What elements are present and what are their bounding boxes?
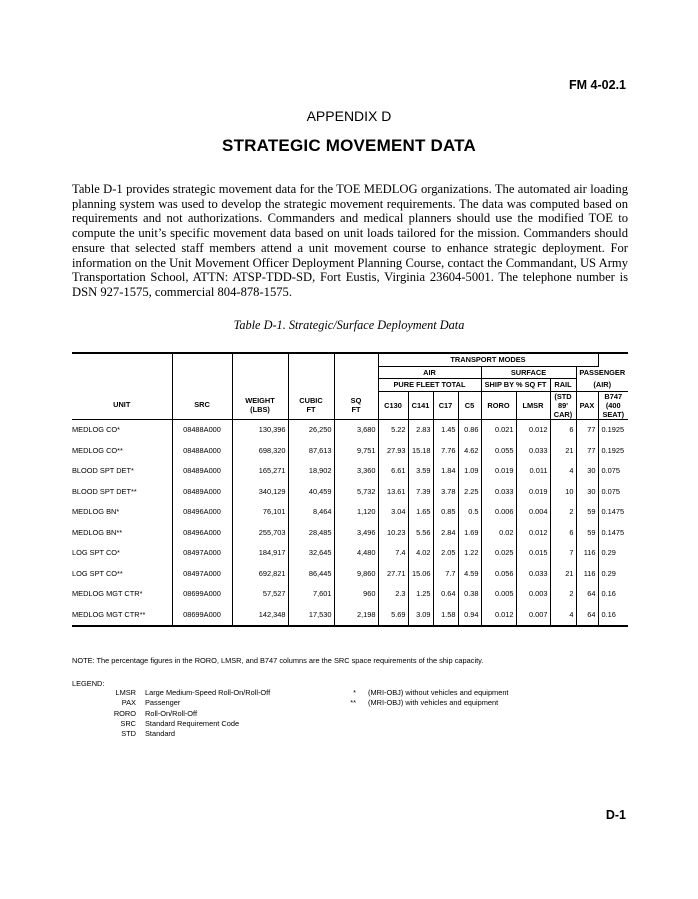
cell-c141: 2.83 (408, 419, 433, 440)
col-sq: SQ FT (334, 391, 378, 419)
cell-c17: 0.64 (433, 584, 458, 605)
cell-c17: 2.84 (433, 522, 458, 543)
cell-c5: 4.59 (458, 563, 481, 584)
cell-rail: 6 (550, 419, 576, 440)
legend-def: Standard (145, 729, 175, 739)
header-row-4 (72, 391, 628, 419)
legend-symbol: * (353, 688, 356, 697)
cell-sq: 2,198 (334, 604, 378, 626)
legend-symbols (340, 688, 356, 709)
table-row (72, 522, 628, 543)
cell-lmsr: 0.033 (516, 563, 550, 584)
cell-unit: BLOOD SPT DET** (72, 486, 137, 496)
cell-weight: 76,101 (232, 502, 288, 523)
cell-c17: 2.05 (433, 543, 458, 564)
cell-c141: 3.59 (408, 461, 433, 482)
cell-sq: 960 (334, 584, 378, 605)
legend-abbr: STD (121, 729, 136, 739)
cell-c141: 3.09 (408, 604, 433, 626)
cell-c130: 6.61 (378, 461, 408, 482)
cell-unit: MEDLOG CO** (72, 445, 123, 455)
cell-lmsr: 0.033 (516, 440, 550, 461)
legend-abbr: PAX (121, 698, 136, 708)
table-row (72, 563, 628, 584)
cell-sq: 1,120 (334, 502, 378, 523)
cell-pax: 30 (576, 461, 598, 482)
cell-b747: 0.29 (598, 563, 628, 584)
cell-weight: 698,320 (232, 440, 288, 461)
cell-lmsr: 0.012 (516, 522, 550, 543)
cell-b747: 0.16 (598, 584, 628, 605)
cell-c130: 27.71 (378, 563, 408, 584)
cell-unit: MEDLOG CO* (72, 425, 121, 435)
cell-unit: BLOOD SPT DET* (72, 466, 134, 476)
col-b747: B747 (400 SEAT) (598, 391, 628, 419)
strategic-movement-table (72, 352, 628, 627)
col-rail: (STD 89' CAR) (550, 391, 576, 419)
cell-c141: 1.65 (408, 502, 433, 523)
cell-lmsr: 0.011 (516, 461, 550, 482)
table-row (72, 419, 628, 440)
cell-c130: 5.69 (378, 604, 408, 626)
cell-b747: 0.1475 (598, 502, 628, 523)
cell-cubic: 26,250 (288, 419, 334, 440)
col-c17: C17 (433, 391, 458, 419)
cell-b747: 0.29 (598, 543, 628, 564)
page-title: STRATEGIC MOVEMENT DATA (222, 136, 476, 155)
cell-c130: 2.3 (378, 584, 408, 605)
cell-pax: 77 (576, 440, 598, 461)
cell-roro: 0.012 (481, 604, 516, 626)
cell-sq: 9,860 (334, 563, 378, 584)
legend-def: Large Medium-Speed Roll-On/Roll-Off (145, 688, 271, 697)
cell-rail: 21 (550, 440, 576, 461)
cell-pax: 116 (576, 563, 598, 584)
cell-cubic: 18,902 (288, 461, 334, 482)
cell-rail: 4 (550, 461, 576, 482)
cell-pax: 59 (576, 502, 598, 523)
cell-weight: 340,129 (232, 481, 288, 502)
cell-b747: 0.16 (598, 604, 628, 626)
cell-weight: 57,527 (232, 584, 288, 605)
cell-src: 08496A000 (172, 522, 232, 543)
cell-roro: 0.033 (481, 481, 516, 502)
col-c5: C5 (458, 391, 481, 419)
cell-lmsr: 0.007 (516, 604, 550, 626)
cell-cubic: 8,464 (288, 502, 334, 523)
cell-unit: LOG SPT CO** (72, 568, 123, 578)
table-body (72, 419, 628, 626)
header-row-3 (72, 379, 628, 392)
intro-paragraph: Table D-1 provides strategic movement data for the TOE MEDLOG organizations. The automated air loading planning system was used to develop the strategic movement requirements. The data was computed based on requirements and not authorizations. Commanders and medical planners should use the modified TOE to compute the unit’s specific movement data based on unit loads tailored for the mission. Commanders should ensure that selected staff members attend a unit movement course to enhance strategic deployment. For information on the Unit Movement Officer Deployment Planning Course, contact the Commandant, US Army Transportation School, ATTN: ATSP-TDD-SD, Fort Eustis, Virginia 23604-5001. The telephone number is DSN 927-1575, commercial 804-878-1575. (72, 182, 628, 299)
cell-c5: 0.38 (458, 584, 481, 605)
cell-lmsr: 0.012 (516, 419, 550, 440)
cell-c5: 0.94 (458, 604, 481, 626)
cell-pax: 59 (576, 522, 598, 543)
table-row (72, 584, 628, 605)
col-c141: C141 (408, 391, 433, 419)
legend-def: Passenger (145, 698, 181, 708)
cell-src: 08497A000 (172, 543, 232, 564)
legend-abbreviations (104, 688, 136, 739)
transport-modes-header: TRANSPORT MODES (378, 353, 598, 366)
cell-c5: 1.22 (458, 543, 481, 564)
legend-title: LEGEND: (72, 679, 105, 688)
cell-unit: MEDLOG BN** (72, 527, 123, 537)
cell-sq: 4,480 (334, 543, 378, 564)
cell-cubic: 28,485 (288, 522, 334, 543)
cell-roro: 0.02 (481, 522, 516, 543)
cell-src: 08496A000 (172, 502, 232, 523)
cell-roro: 0.021 (481, 419, 516, 440)
cell-weight: 165,271 (232, 461, 288, 482)
cell-roro: 0.025 (481, 543, 516, 564)
cell-c130: 27.93 (378, 440, 408, 461)
cell-rail: 2 (550, 584, 576, 605)
cell-c141: 5.56 (408, 522, 433, 543)
table-row (72, 543, 628, 564)
cell-rail: 7 (550, 543, 576, 564)
cell-src: 08699A000 (172, 604, 232, 626)
cell-b747: 0.1925 (598, 440, 628, 461)
legend-abbr: RORO (113, 708, 136, 718)
cell-lmsr: 0.004 (516, 502, 550, 523)
cell-cubic: 40,459 (288, 481, 334, 502)
cell-src: 08497A000 (172, 563, 232, 584)
page-number: D-1 (605, 808, 626, 822)
cell-weight: 142,348 (232, 604, 288, 626)
cell-pax: 116 (576, 543, 598, 564)
cell-rail: 6 (550, 522, 576, 543)
cell-c141: 1.25 (408, 584, 433, 605)
table-row (72, 604, 628, 626)
cell-weight: 130,396 (232, 419, 288, 440)
legend-symbol-def: (MRI-OBJ) without vehicles and equipment (368, 688, 509, 697)
cell-unit: LOG SPT CO* (72, 548, 120, 558)
header-row-1 (72, 353, 628, 366)
legend-definitions (145, 688, 270, 739)
cell-c17: 7.76 (433, 440, 458, 461)
col-unit: UNIT (72, 391, 172, 419)
cell-pax: 30 (576, 481, 598, 502)
cell-sq: 5,732 (334, 481, 378, 502)
cell-unit: MEDLOG MGT CTR* (72, 589, 143, 599)
table-row (72, 461, 628, 482)
air-header: AIR (378, 366, 481, 379)
cell-c17: 1.45 (433, 419, 458, 440)
cell-b747: 0.075 (598, 461, 628, 482)
appendix-label: APPENDIX D (306, 108, 392, 124)
legend-symbol: ** (350, 698, 356, 708)
cell-c5: 0.86 (458, 419, 481, 440)
cell-c141: 15.18 (408, 440, 433, 461)
cell-c130: 7.4 (378, 543, 408, 564)
manual-number: FM 4-02.1 (569, 78, 626, 92)
cell-cubic: 87,613 (288, 440, 334, 461)
cell-rail: 21 (550, 563, 576, 584)
cell-roro: 0.055 (481, 440, 516, 461)
cell-c17: 1.58 (433, 604, 458, 626)
cell-c5: 0.5 (458, 502, 481, 523)
cell-cubic: 86,445 (288, 563, 334, 584)
cell-lmsr: 0.019 (516, 481, 550, 502)
cell-c17: 0.85 (433, 502, 458, 523)
cell-c17: 7.7 (433, 563, 458, 584)
rail-header: RAIL (550, 379, 576, 392)
col-c130: C130 (378, 391, 408, 419)
legend-abbr: LMSR (115, 688, 136, 697)
legend-symbol-definitions (368, 688, 508, 709)
col-roro: RORO (481, 391, 516, 419)
cell-c17: 3.78 (433, 481, 458, 502)
cell-c130: 3.04 (378, 502, 408, 523)
table-row (72, 502, 628, 523)
table-caption: Table D-1. Strategic/Surface Deployment Data (233, 318, 465, 332)
cell-rail: 4 (550, 604, 576, 626)
cell-pax: 77 (576, 419, 598, 440)
legend-symbol-def: (MRI-OBJ) with vehicles and equipment (368, 698, 499, 708)
cell-src: 08488A000 (172, 440, 232, 461)
legend-def: Roll-On/Roll-Off (145, 708, 198, 718)
cell-b747: 0.1475 (598, 522, 628, 543)
cell-c130: 10.23 (378, 522, 408, 543)
cell-roro: 0.005 (481, 584, 516, 605)
cell-rail: 10 (550, 481, 576, 502)
cell-src: 08488A000 (172, 419, 232, 440)
cell-sq: 3,496 (334, 522, 378, 543)
table-note: NOTE: The percentage figures in the RORO, LMSR, and B747 columns are the SRC space requirements of the ship capacity. (72, 656, 484, 665)
cell-src: 08699A000 (172, 584, 232, 605)
pure-fleet-header: PURE FLEET TOTAL (378, 379, 481, 392)
cell-c5: 2.25 (458, 481, 481, 502)
cell-c130: 5.22 (378, 419, 408, 440)
cell-c17: 1.84 (433, 461, 458, 482)
cell-sq: 3,360 (334, 461, 378, 482)
table-row (72, 481, 628, 502)
ship-by-header: SHIP BY % SQ FT (481, 379, 550, 392)
col-src: SRC (172, 391, 232, 419)
cell-pax: 64 (576, 584, 598, 605)
col-cubic: CUBIC FT (288, 391, 334, 419)
cell-unit: MEDLOG MGT CTR** (72, 604, 172, 626)
cell-weight: 692,821 (232, 563, 288, 584)
col-pax: PAX (576, 391, 598, 419)
cell-b747: 0.075 (598, 481, 628, 502)
cell-src: 08489A000 (172, 481, 232, 502)
cell-rail: 2 (550, 502, 576, 523)
cell-roro: 0.006 (481, 502, 516, 523)
passenger-header: PASSENGER (576, 366, 628, 379)
cell-src: 08489A000 (172, 461, 232, 482)
cell-pax: 64 (576, 604, 598, 626)
cell-cubic: 17,530 (288, 604, 334, 626)
cell-c5: 1.69 (458, 522, 481, 543)
table-row (72, 440, 628, 461)
cell-c130: 13.61 (378, 481, 408, 502)
cell-lmsr: 0.003 (516, 584, 550, 605)
cell-unit: MEDLOG BN* (72, 507, 120, 517)
cell-cubic: 7,601 (288, 584, 334, 605)
cell-c141: 4.02 (408, 543, 433, 564)
col-weight: WEIGHT (LBS) (232, 391, 288, 419)
cell-b747: 0.1925 (598, 419, 628, 440)
cell-c5: 4.62 (458, 440, 481, 461)
legend-def: Standard Requirement Code (145, 718, 240, 728)
legend-abbr: SRC (120, 718, 136, 728)
cell-sq: 3,680 (334, 419, 378, 440)
cell-c5: 1.09 (458, 461, 481, 482)
cell-weight: 184,917 (232, 543, 288, 564)
header-row-2 (72, 366, 628, 379)
cell-c141: 15.06 (408, 563, 433, 584)
col-lmsr: LMSR (516, 391, 550, 419)
surface-header: SURFACE (481, 366, 576, 379)
air-paren-header: (AIR) (576, 379, 628, 392)
cell-roro: 0.019 (481, 461, 516, 482)
cell-lmsr: 0.015 (516, 543, 550, 564)
cell-sq: 9,751 (334, 440, 378, 461)
cell-roro: 0.056 (481, 563, 516, 584)
cell-c141: 7.39 (408, 481, 433, 502)
cell-weight: 255,703 (232, 522, 288, 543)
cell-cubic: 32,645 (288, 543, 334, 564)
